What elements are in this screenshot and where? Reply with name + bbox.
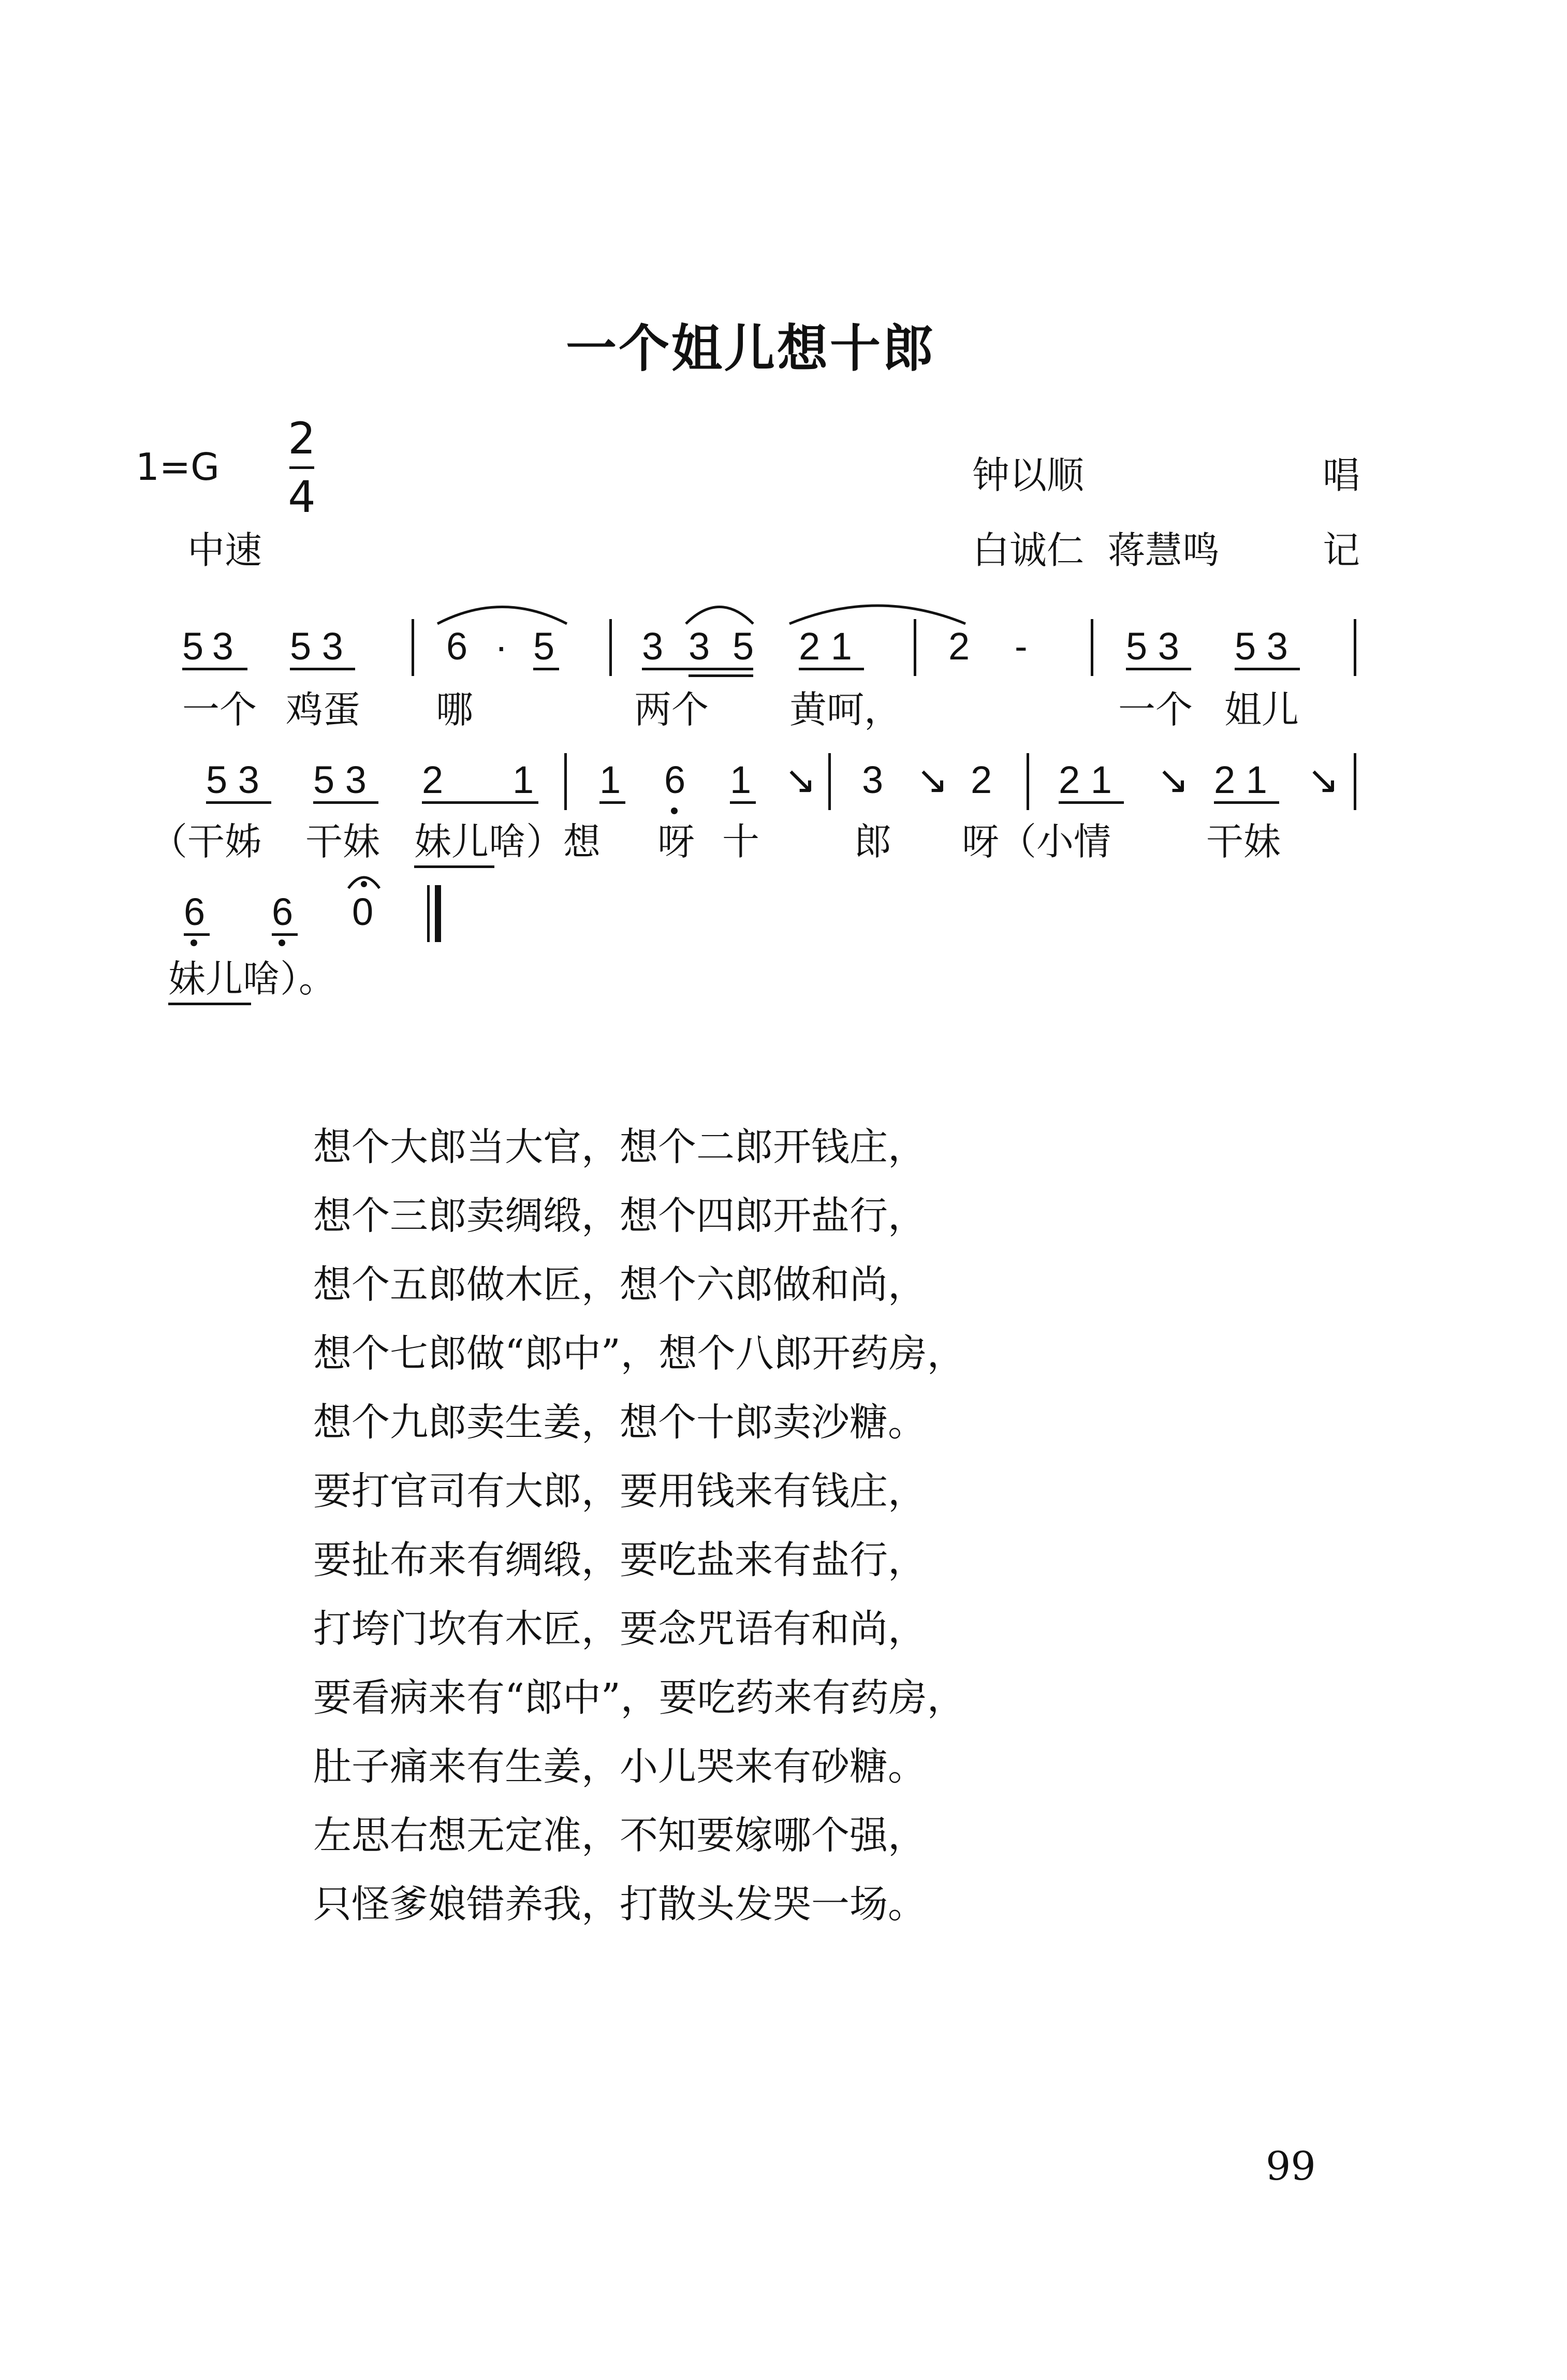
barline <box>1354 619 1356 676</box>
beam <box>184 933 210 936</box>
note: 6 <box>184 890 206 933</box>
lyric: 两个 <box>634 688 709 731</box>
note-group: 5 3 <box>290 625 343 668</box>
lyric: 妹儿啥）想 <box>414 820 601 863</box>
note-group: 5 3 <box>206 758 259 801</box>
tempo-marking: 中速 <box>187 528 262 572</box>
barline <box>914 619 916 676</box>
lyric: 黄呵， <box>789 688 902 731</box>
time-signature <box>284 413 320 522</box>
lyric: 干妹 <box>1206 820 1281 863</box>
note-group: 2 1 <box>1214 758 1267 801</box>
lyric: 呀 <box>657 820 695 863</box>
verse-line: 打垮门坎有木匠，要念咒语有和尚， <box>313 1607 926 1651</box>
time-signature-line <box>289 466 314 469</box>
verse-line: 左思右想无定准，不知要嫁哪个强， <box>313 1813 926 1858</box>
beam <box>730 801 756 804</box>
note-group: 5 3 <box>313 758 367 801</box>
note: 1 <box>730 758 752 801</box>
note: 5 <box>533 625 555 668</box>
note: 6 <box>664 758 686 801</box>
verse-line: 只怪爹娘错养我，打散头发哭一场。 <box>313 1882 926 1927</box>
barline <box>1354 753 1356 810</box>
lyric-underline <box>168 1003 251 1005</box>
lyric: 干妹 <box>305 820 380 863</box>
lyric-underline <box>414 865 494 868</box>
note: 1 <box>512 758 534 801</box>
barline <box>564 753 567 810</box>
song-title: 一个姐儿想十郎 <box>565 319 935 378</box>
beam <box>422 801 538 804</box>
singer-role: 唱 <box>1323 453 1360 497</box>
beam <box>272 933 298 936</box>
note: 3 <box>689 625 710 668</box>
beam <box>313 801 378 804</box>
lyric: 一个 <box>1118 688 1193 731</box>
barline <box>1027 753 1029 810</box>
note: 5 <box>733 625 754 668</box>
note: 1 <box>599 758 621 801</box>
lyric: 郎 <box>854 820 892 863</box>
beam <box>1214 801 1279 804</box>
time-signature-top: 2 <box>288 413 316 464</box>
beam <box>206 801 271 804</box>
lyric: 鸡蛋 <box>286 688 361 731</box>
time-signature-bottom: 4 <box>288 472 316 522</box>
lyric: 哪 <box>436 688 474 731</box>
glide-mark: ↘ <box>1157 758 1190 801</box>
final-barline-thick <box>435 885 441 942</box>
recorder-role: 记 <box>1323 528 1360 572</box>
note: 3 <box>862 758 884 801</box>
rest: 0 <box>352 890 374 933</box>
recorder-names: 白诚仁 蒋慧鸣 <box>972 528 1220 572</box>
lyric: （干姊 <box>150 820 262 863</box>
glide-mark: ↘ <box>916 758 949 801</box>
verse-line: 想个九郎卖生姜，想个十郎卖沙糖。 <box>313 1400 926 1445</box>
dot: · <box>495 625 508 668</box>
fermata-icon <box>346 870 382 890</box>
lyric: 十 <box>722 820 760 863</box>
beam <box>182 668 247 670</box>
beam <box>1235 668 1300 670</box>
verse-line: 要看病来有“郎中”，要吃药来有药房， <box>313 1676 965 1720</box>
note: 2 <box>422 758 444 801</box>
lyric: 一个 <box>182 688 257 731</box>
note-group: 2 1 <box>799 625 852 668</box>
note-group: 5 3 <box>182 625 233 668</box>
beam <box>799 668 864 670</box>
page-number: 99 <box>1266 2143 1316 2189</box>
barline <box>412 619 414 676</box>
dash: - <box>1015 625 1028 668</box>
beam <box>642 668 753 670</box>
lyric: 姐儿 <box>1224 688 1299 731</box>
beam <box>290 668 355 670</box>
lyric: 妹儿啥）。 <box>168 957 336 1001</box>
beam <box>689 674 753 677</box>
barline <box>1091 619 1093 676</box>
beam <box>533 668 559 670</box>
note: 2 <box>971 758 992 801</box>
barline <box>609 619 612 676</box>
low-octave-dot <box>671 807 678 814</box>
verse-line: 肚子痛来有生姜，小儿哭来有砂糖。 <box>313 1744 926 1789</box>
barline <box>828 753 831 810</box>
beam <box>599 801 625 804</box>
verse-line: 想个五郎做木匠，想个六郎做和尚， <box>313 1262 926 1307</box>
note: 2 <box>948 625 970 668</box>
slur-arc <box>683 595 756 626</box>
glide-mark: ↘ <box>1307 758 1340 801</box>
verse-text <box>313 1113 965 1939</box>
note-group: 2 1 <box>1059 758 1112 801</box>
glide-mark: ↘ <box>784 758 817 801</box>
final-barline-thin <box>427 885 430 942</box>
note: 6 <box>446 625 468 668</box>
verse-line: 想个大郎当大官，想个二郎开钱庄， <box>313 1125 926 1169</box>
beam <box>1059 801 1124 804</box>
note-group: 5 3 <box>1126 625 1179 668</box>
note: 6 <box>272 890 294 933</box>
low-octave-dot <box>191 939 197 946</box>
beam <box>1126 668 1191 670</box>
lyric: 呀（小情 <box>962 820 1111 863</box>
verse-line: 要打官司有大郎，要用钱来有钱庄， <box>313 1469 926 1514</box>
note: 3 <box>642 625 664 668</box>
verse-line: 想个三郎卖绸缎，想个四郎开盐行， <box>313 1194 926 1238</box>
verse-line: 要扯布来有绸缎，要吃盐来有盐行， <box>313 1538 926 1582</box>
singer-name: 钟以顺 <box>972 453 1085 497</box>
note-group: 5 3 <box>1235 625 1288 668</box>
tie-arc <box>435 595 569 626</box>
key-signature: 1=G <box>136 445 219 489</box>
verse-line: 想个七郎做“郎中”，想个八郎开药房， <box>313 1331 965 1376</box>
low-octave-dot <box>279 939 285 946</box>
slur-arc <box>787 595 968 626</box>
